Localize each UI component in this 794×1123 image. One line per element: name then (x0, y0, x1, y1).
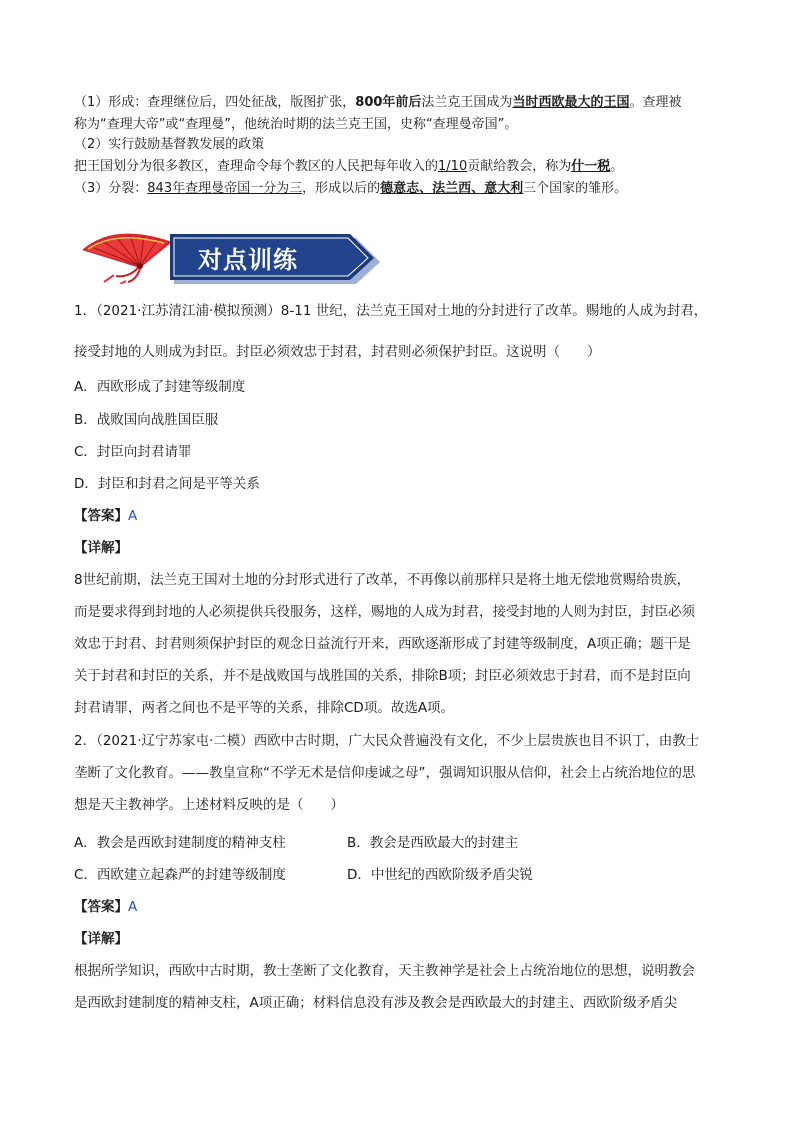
section-title: 对点训练 (198, 245, 298, 274)
intro-text: （1）形成：查理继位后，四处征战，版图扩张， (74, 95, 356, 110)
q1-stem-line-1: 1．（2021·江苏清江浦·模拟预测）8-11 世纪，法兰克王国对土地的分封进行了改革。赐地的人成为封君， (74, 303, 708, 319)
answer-label: 【答案】 (74, 899, 128, 915)
q2-option-b: B．教会是西欧最大的封建主 (347, 835, 519, 851)
intro-text: 。查理被 (629, 95, 682, 110)
intro-highlight: 什一税 (571, 159, 611, 174)
intro-line-4 (74, 156, 623, 178)
q2-stem-line-2: 垄断了文化教育。——教皇宣称“不学无术是信仰虔诚之母”，强调知识服从信仰，社会上占统治地位的思 (74, 765, 696, 781)
intro-line-2: 称为“查理大帝”或“查理曼”，他统治时期的法兰克王国，史称“查理曼帝国”。 (74, 117, 518, 132)
q1-option-d: D．封臣和封君之间是平等关系 (74, 476, 260, 492)
intro-line-3: （2）实行鼓励基督教发展的政策 (74, 137, 265, 152)
intro-text: ，形成以后的 (302, 181, 381, 196)
intro-text: 把王国划分为很多教区，查理命令每个教区的人民把每年收入的 (74, 159, 439, 174)
q2-detail-label: 【详解】 (74, 931, 128, 947)
q1-detail-line: 8世纪前期，法兰克王国对土地的分封形式进行了改革，不再像以前那样只是将土地无偿地赏赐给贵族， (74, 572, 691, 588)
intro-text: 贡献给教会，称为 (467, 159, 572, 174)
q1-option-c: C．封臣向封君请罪 (74, 444, 192, 460)
q2-stem-line-1: 2．（2021·辽宁苏家屯·二模）西欧中古时期，广大民众普遍没有文化，不少上层贵族也目不识丁，由教士 (74, 733, 700, 749)
q1-option-b: B．战败国向战胜国臣服 (74, 412, 219, 428)
intro-highlight: 843年查理曼帝国一分为三 (147, 181, 303, 196)
intro-line-5 (74, 178, 627, 200)
intro-highlight: 1/10 (438, 159, 468, 174)
section-banner (74, 228, 384, 284)
q2-answer (74, 896, 137, 918)
q1-detail-line: 封君请罪，两者之间也不是平等的关系，排除CD项。故选A项。 (74, 700, 455, 716)
intro-text: 法兰克王国成为 (421, 95, 513, 110)
q1-option-a: A．西欧形成了封建等级制度 (74, 379, 246, 395)
q2-option-c: C．西欧建立起森严的封建等级制度 (74, 867, 286, 883)
q1-answer (74, 505, 137, 527)
q2-stem-line-3: 想是天主教神学。上述材料反映的是（ ） (74, 797, 344, 813)
q1-detail-label: 【详解】 (74, 540, 128, 556)
answer-value: A (128, 508, 138, 524)
q2-detail-line: 是西欧封建制度的精神支柱，A项正确；材料信息没有涉及教会是西欧最大的封建主、西欧阶级矛盾尖 (74, 995, 678, 1011)
intro-line-1 (74, 92, 681, 114)
intro-text: 三个国家的雏形。 (523, 181, 628, 196)
answer-value: A (128, 899, 138, 915)
q2-option-a: A．教会是西欧封建制度的精神支柱 (74, 835, 286, 851)
q1-detail-line: 而是要求得到封地的人必须提供兵役服务，这样，赐地的人成为封君，接受封地的人则为封臣，封臣必须 (74, 604, 695, 620)
q1-stem-line-2: 接受封地的人则成为封臣。封臣必须效忠于封君，封君则必须保护封臣。这说明（ ） (74, 344, 601, 360)
intro-highlight: 当时西欧最大的王国 (512, 95, 630, 110)
intro-text: （3）分裂： (74, 181, 148, 196)
q2-detail-line: 根据所学知识，西欧中古时期，教士垄断了文化教育，天主教神学是社会上占统治地位的思想，说明教会 (74, 963, 695, 979)
intro-highlight: 德意志、法兰西、意大利 (380, 181, 524, 196)
intro-highlight: 800年前后 (355, 95, 422, 110)
answer-label: 【答案】 (74, 508, 128, 524)
intro-text: 。 (610, 159, 624, 174)
q1-detail-line: 效忠于封君、封君则须保护封臣的观念日益流行开来，西欧逐渐形成了封建等级制度，A项正确；题干是 (74, 636, 691, 652)
q2-option-d: D．中世纪的西欧阶级矛盾尖锐 (347, 867, 533, 883)
q1-detail-line: 关于封君和封臣的关系，并不是战败国与战胜国的关系，排除B项；封臣必须效忠于封君，而不是封臣向 (74, 668, 691, 684)
